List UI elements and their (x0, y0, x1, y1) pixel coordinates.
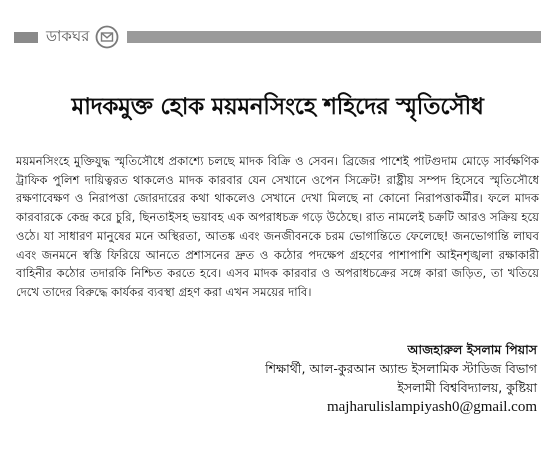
author-name: আজহারুল ইসলাম পিয়াস (407, 342, 537, 357)
article-headline: মাদকমুক্ত হোক ময়মনসিংহে শহিদের স্মৃতিসৌধ (71, 94, 484, 120)
author-department: শিক্ষার্থী, আল-কুরআন অ্যান্ড ইসলামিক স্টাডিজ বিভাগ (265, 361, 537, 376)
author-email: majharulislampiyash0@gmail.com (326, 399, 537, 415)
author-signature (117, 340, 537, 417)
section-header-rule (127, 31, 541, 43)
section-header-bar (14, 32, 38, 43)
section-header (14, 24, 541, 50)
mail-icon (95, 25, 119, 49)
section-label: ডাকঘর (46, 26, 90, 45)
author-university: ইসলামী বিশ্ববিদ্যালয়, কুষ্টিয়া (397, 380, 537, 395)
article-body: ময়মনসিংহে মুক্তিযুদ্ধ স্মৃতিসৌধে প্রকাশ্যে চলছে মাদক বিক্রি ও সেবন। ব্রিজের পাশেই পাটগুদাম মোড়ে সার্বক্ষণিক ট্রাফিক পুলিশ দায়িত্বরত থাকলেও মাদক কারবার যেন সেখানে ওপেন সিক্রেট! রাষ্ট্রীয় সম্পদ হিসেবে স্মৃতিসৌধে রক্ষণাবেক্ষণ ও নিরাপত্তা জোরদারের কথা থাকলেও সেখানে দেখা মিলছে না কোনো নিরাপত্তাকর্মীর। ফলে মাদক কারবারকে কেন্দ্র করে চুরি, ছিনতাইসহ ভয়াবহ এক অপরাধচক্র গড়ে উঠেছে। রাত নামলেই চক্রটি আরও সক্রিয় হয়ে ওঠে। যা সাধারণ মানুষের মনে অস্থিরতা, আতঙ্ক এবং জনজীবনকে চরম ভোগান্তিতে ফেলেছে! জনভোগান্তি লাঘব এবং জনমনে স্বস্তি ফিরিয়ে আনতে প্রশাসনের দ্রুত ও কঠোর পদক্ষেপ গ্রহণের পাশাপাশি আইনশৃঙ্খলা রক্ষাকারী বাহিনীর কঠোর তদারকি নিশ্চিত করতে হবে। এসব মাদক কারবার ও অপরাধচক্রের সঙ্গে কারা জড়িত, তা খতিয়ে দেখে তাদের বিরুদ্ধে কার্যকর ব্যবস্থা গ্রহণ করা এখন সময়ের দাবি। (16, 154, 539, 299)
